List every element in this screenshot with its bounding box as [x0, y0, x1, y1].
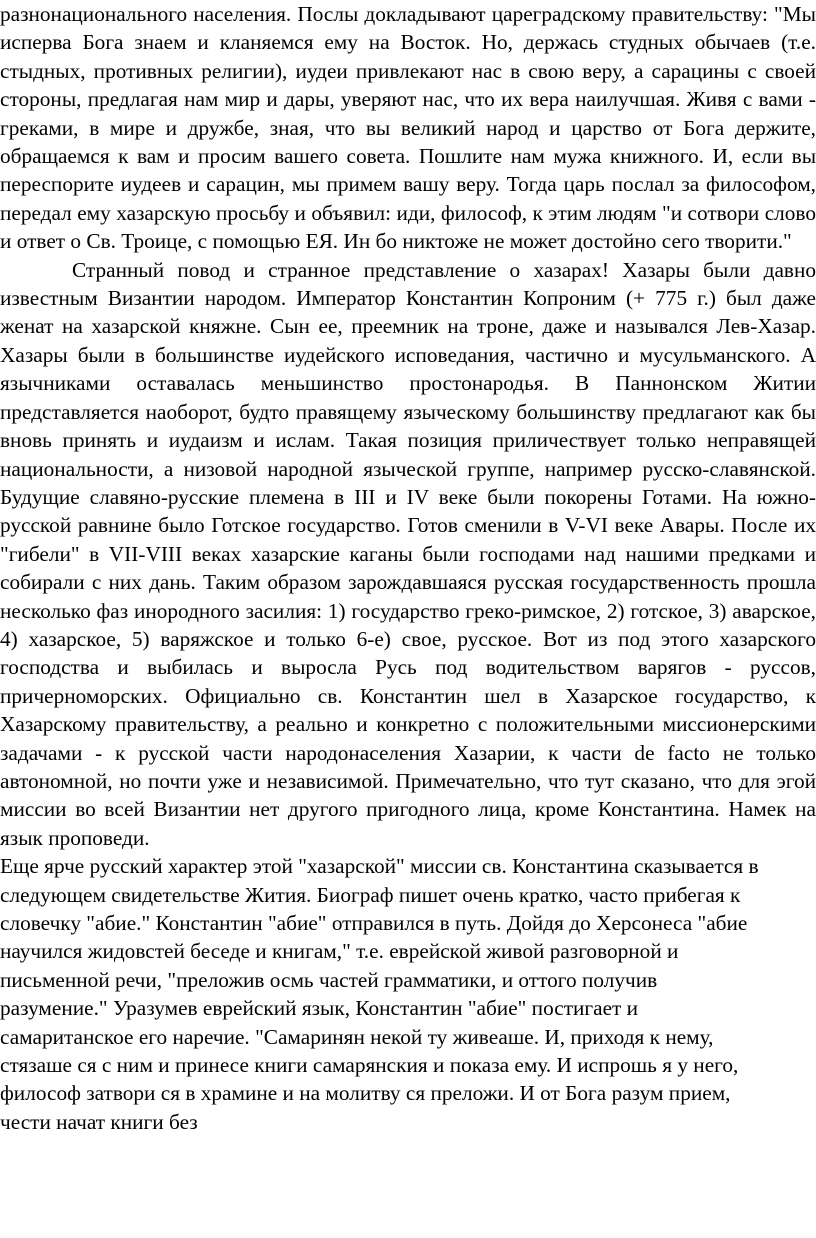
paragraph-russian-mission: Еще ярче русский характер этой "хазарской" миссии св. Константина сказывается в следующем свидетельстве Жития. Биограф пишет очень кратко, часто прибегая к словечку "абие." Константин "абие" отправился в путь. Дойдя до Херсонеса "абие научился жидовстей беседе и книгам," т.е. еврейской живой разговорной и письменной речи, "преложив осмь частей грамматики, и оттого получив разумение." Уразумев еврейский язык, Константин "абие" постигает и самаританское его наречие. "Самаринян некой ту живеаше. И, приходя к нему, стязаше ся с ним и принесе книги самарянския и показа ему. И испрошь я у него, философ затвори ся в храмине и на молитву ся преложи. И от Бога разум прием, чести начат книги без: [0, 854, 759, 1134]
paragraph-khazars: Странный повод и странное представление о хазарах! Хазары были давно известным Византии народом. Император Константин Копроним (+ 775 г.) был даже женат на хазарской княжне. Сын ее, преемник на троне, даже и назывался Лев-Хазар. Хазары были в большинстве иудейского исповедания, частично и мусульманского. А язычниками оставалась меньшинство простонародья. В Паннонском Житии представляется наоборот, будто правящему языческому большинству предлагают как бы вновь принять и иудаизм и ислам. Такая позиция приличествует только неправящей национальности, а низовой народной языческой группе, например русско-славянской. Будущие славяно-русские племена в III и IV веке были покорены Готами. На южно-русской равнине было Готское государство. Готов сменили в V-VI веке Авары. После их "гибели" в VII-VIII веках хазарские каганы были господами над нашими предками и собирали с них дань. Таким образом зарождавшаяся русская государственность прошла несколько фаз инородного засилия: 1) государство греко-римское, 2) готское, 3) аварское, 4) хазарское, 5) варяжское и только 6-е) свое, русское. Вот из под этого хазарского господства и выбилась и выросла Русь под водительством варягов - руссов, причерноморских. Официально св. Константин шел в Хазарское государство, к Хазарскому правительству, а реально и конкретно с положительными миссионерскими задачами - к русской части народонаселения Хазарии, к части de facto не только автономной, но почти уже и независимой. Примечательно, что тут сказано, что для эгой миссии во всей Византии нет другого пригодного лица, кроме Константина. Намек на язык проповеди.: [0, 257, 816, 850]
paragraph-continuation: разнонационального населения. Послы докладывают цареградскому правительству: "Мы исперва Бога знаем и кланяемся ему на Восток. Но, держась студных обычаев (т.е. стыдных, противных религии), иудеи привлекают нас в свою веру, а сарацины с своей стороны, предлагая нам мир и дары, уверяют нас, что их вера наилучшая. Живя с вами - греками, в мире и дружбе, зная, что вы великий народ и царство от Бога держите, обращаемся к вам и просим вашего совета. Пошлите нам мужа книжного. И, если вы переспорите иудеев и сарацин, мы примем вашу веру. Тогда царь послал за философом, передал ему хазарскую просьбу и объявил: иди, философ, к этим людям "и сотвори слово и ответ о Св. Троице, с помощью ЕЯ. Ин бо никтоже не может достойно сего творити.": [0, 2, 816, 254]
